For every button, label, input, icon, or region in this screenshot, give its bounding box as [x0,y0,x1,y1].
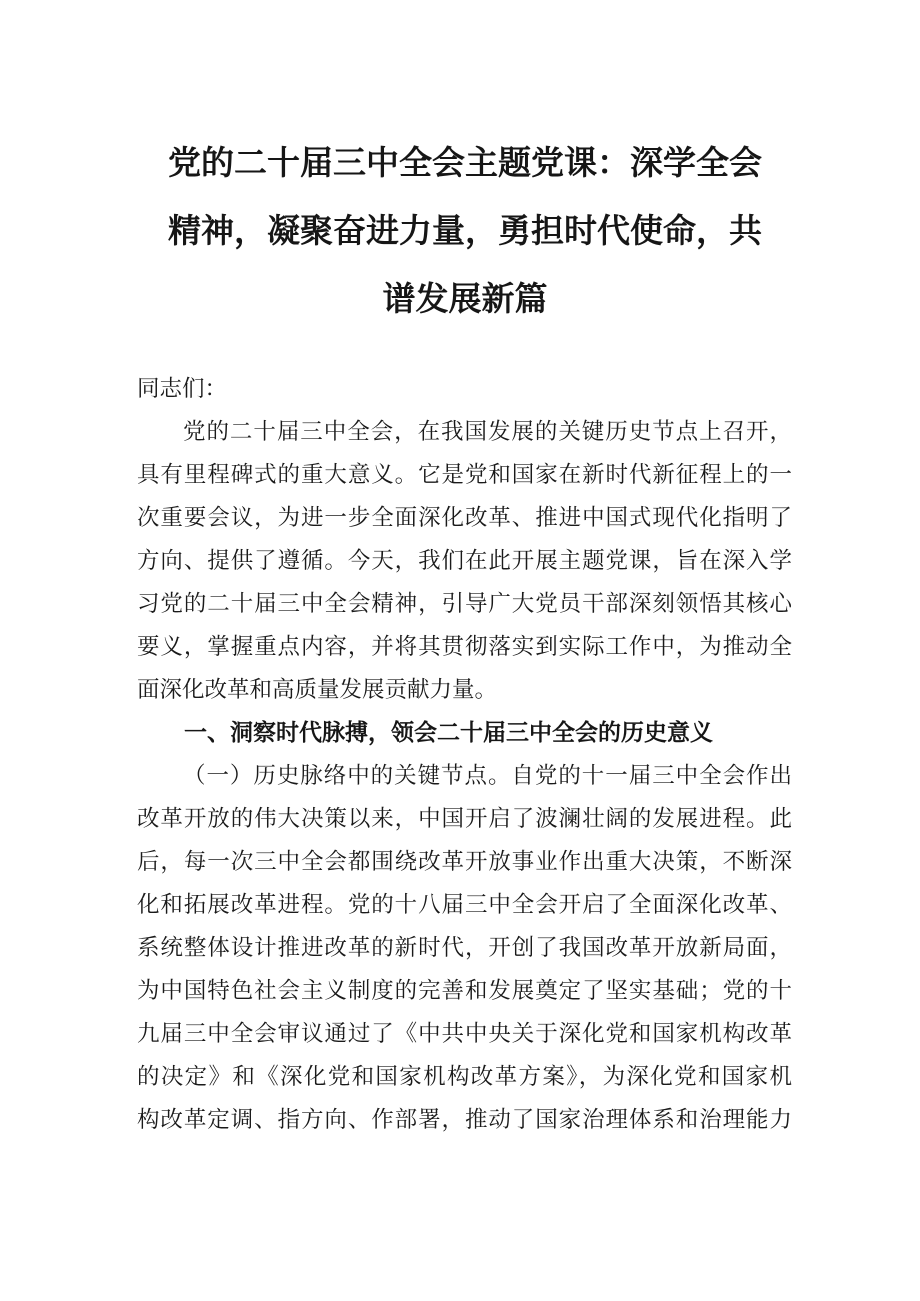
paragraph-line: 要义，掌握重点内容，并将其贯彻落实到实际工作中，为推动全 [137,634,792,660]
paragraph-line: 的决定》和《深化党和国家机构改革方案》，为深化党和国家机 [137,1064,792,1090]
paragraph-line: 后，每一次三中全会都围绕改革开放事业作出重大决策，不断深 [137,849,792,875]
paragraph-line: 党的二十届三中全会，在我国发展的关键历史节点上召开， [183,419,792,445]
paragraph-line: 习党的二十届三中全会精神，引导广大党员干部深刻领悟其核心 [137,591,792,617]
paragraph-line: 方向、提供了遵循。今天，我们在此开展主题党课，旨在深入学 [137,548,792,574]
paragraph-line: 系统整体设计推进改革的新时代，开创了我国改革开放新局面， [137,935,792,961]
paragraph-line: 改革开放的伟大决策以来，中国开启了波澜壮阔的发展进程。此 [137,806,792,832]
section-heading: 一、洞察时代脉搏，领会二十届三中全会的历史意义 [184,720,713,746]
paragraph-line: 化和拓展改革进程。党的十八届三中全会开启了全面深化改革、 [137,892,792,918]
paragraph-line: （一）历史脉络中的关键节点。自党的十一届三中全会作出 [183,763,792,789]
paragraph-line: 为中国特色社会主义制度的完善和发展奠定了坚实基础；党的十 [137,978,792,1004]
section1-paragraph [137,755,792,1142]
paragraph-line: 具有里程碑式的重大意义。它是党和国家在新时代新征程上的一 [137,462,792,488]
paragraph-line: 构改革定调、指方向、作部署，推动了国家治理体系和治理能力 [137,1107,792,1133]
paragraph-line: 九届三中全会审议通过了《中共中央关于深化党和国家机构改革 [137,1021,792,1047]
intro-paragraph [137,411,792,712]
document-title [140,134,790,338]
title-line: 党的二十届三中全会主题党课：深学全会 [168,143,762,182]
paragraph-line: 次重要会议，为进一步全面深化改革、推进中国式现代化指明了 [137,505,792,531]
paragraph-line: 面深化改革和高质量发展贡献力量。 [137,677,498,703]
title-line: 谱发展新篇 [382,279,548,318]
title-line: 精神，凝聚奋进力量，勇担时代使命，共 [168,211,762,250]
greeting: 同志们： [137,376,228,402]
document-body [137,368,792,1142]
